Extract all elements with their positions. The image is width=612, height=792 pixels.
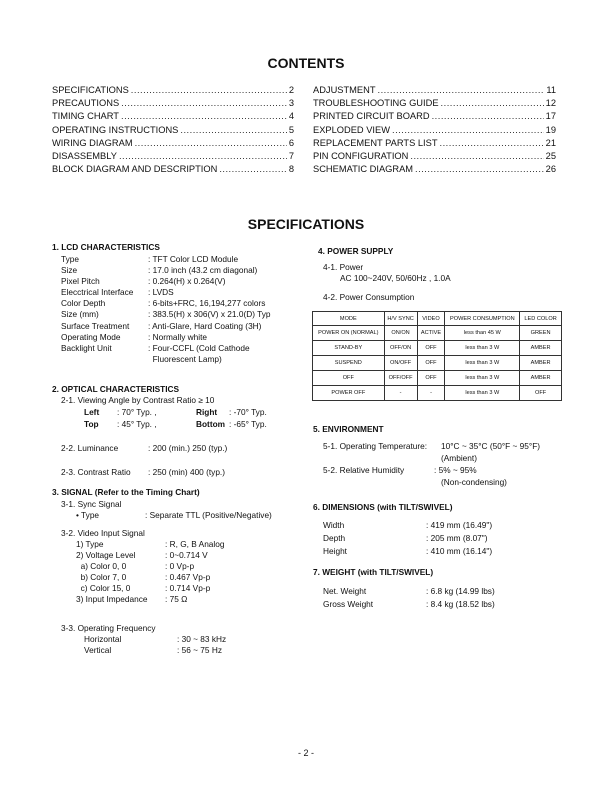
spec-key [61, 354, 148, 365]
sync-type-label: • Type [76, 510, 100, 520]
toc-leader-dots [119, 150, 287, 163]
toc-entry-page: 25 [545, 151, 556, 162]
spec-row [323, 585, 495, 598]
toc-entry-label: SCHEMATIC DIAGRAM [313, 164, 414, 175]
spec-value: : 17.0 inch (43.2 cm diagonal) [148, 265, 258, 276]
top-label: Top [84, 419, 99, 429]
spec-value: : 0.467 Vp-p [165, 572, 211, 583]
toc-left-column [52, 84, 294, 176]
toc-leader-dots [180, 124, 286, 137]
spec-value: : 0.264(H) x 0.264(V) [148, 276, 226, 287]
spec-row [61, 332, 271, 343]
spec-row [61, 298, 271, 309]
toc-leader-dots [441, 97, 544, 110]
spec-key: 1) Type [76, 539, 104, 549]
table-cell: OFF [417, 341, 445, 356]
toc-entry [52, 97, 294, 110]
spec-key: c) Color 15, 0 [76, 583, 131, 594]
table-cell: less than 3 W [445, 371, 520, 386]
toc-leader-dots [432, 110, 544, 123]
spec-value: : 0 Vp-p [165, 561, 195, 572]
toc-entry-label: ADJUSTMENT [313, 85, 376, 95]
table-cell: less than 45 W [445, 326, 520, 341]
table-header-cell: H/V SYNC [384, 312, 417, 326]
spec-row [76, 539, 225, 550]
toc-leader-dots [415, 163, 544, 176]
humidity-note: (Non-condensing) [441, 477, 507, 487]
toc-entry [313, 110, 556, 123]
table-cell: GREEN [520, 326, 562, 341]
toc-entry-page: 26 [545, 164, 556, 175]
toc-entry-page: 21 [545, 137, 556, 148]
spec-key: Backlight Unit [61, 342, 112, 353]
spec-row [76, 561, 225, 572]
spec-key: Color Depth [61, 298, 106, 309]
lcd-characteristics-list [61, 254, 271, 365]
spec-value: : 419 mm (16.49") [426, 520, 493, 530]
table-cell: ON/ON [384, 326, 417, 341]
spec-row [61, 265, 271, 276]
table-cell: ON/OFF [384, 356, 417, 371]
toc-entry-page: 12 [545, 98, 556, 109]
table-row [313, 386, 562, 401]
spec-key: Horizontal [84, 634, 122, 644]
spec-value: : 56 ~ 75 Hz [177, 645, 222, 656]
contrast-label: 2-3. Contrast Ratio [61, 467, 131, 477]
spec-value: : TFT Color LCD Module [148, 254, 239, 264]
toc-entry-page: 3 [288, 98, 294, 109]
left-label: Left [84, 407, 100, 417]
right-label: Right [196, 407, 218, 417]
table-cell: SUSPEND [313, 356, 385, 371]
spec-value: : 410 mm (16.14") [426, 546, 493, 556]
toc-entry [313, 137, 556, 150]
toc-leader-dots [440, 137, 544, 150]
humidity-value: : 5% ~ 95% [434, 465, 477, 475]
table-cell: OFF [313, 371, 385, 386]
viewing-angle-text: 2-1. Viewing Angle by Contrast Ratio ≥ 10 [61, 395, 215, 405]
toc-entry [52, 163, 294, 176]
contents-title: CONTENTS [267, 55, 345, 71]
spec-row [76, 583, 225, 594]
table-cell: AMBER [520, 371, 562, 386]
toc-right-column [313, 84, 556, 176]
spec-key: Surface Treatment [61, 320, 130, 331]
top-value: : 45° Typ. , [117, 419, 157, 429]
spec-key: Size (mm) [61, 309, 99, 320]
toc-entry-label: PRINTED CIRCUIT BOARD [313, 111, 430, 122]
spec-row [76, 594, 225, 605]
spec-key: Type [61, 254, 79, 264]
table-cell: OFF/OFF [384, 371, 417, 386]
toc-entry [313, 163, 556, 176]
temp-label: 5-1. Operating Temperature: [323, 441, 428, 451]
toc-entry-label: SPECIFICATIONS [52, 85, 129, 95]
spec-value: : 75 Ω [165, 594, 188, 605]
spec-value: : 30 ~ 83 kHz [177, 634, 227, 644]
spec-value: : Anti-Glare, Hard Coating (3H) [148, 320, 262, 331]
toc-entry-label: DISASSEMBLY [52, 151, 117, 162]
toc-leader-dots [135, 137, 287, 150]
signal-heading: 3. SIGNAL (Refer to the Timing Chart) [52, 487, 200, 497]
toc-entry [52, 110, 294, 123]
spec-row [323, 532, 492, 545]
contrast-value: : 250 (min) 400 (typ.) [148, 467, 226, 477]
toc-entry-label: TIMING CHART [52, 111, 119, 122]
spec-key: Pixel Pitch [61, 276, 100, 287]
humidity-label: 5-2. Relative Humidity [323, 465, 405, 475]
table-cell: STAND-BY [313, 341, 385, 356]
power-consumption-table [312, 311, 562, 401]
table-cell: OFF [417, 371, 445, 386]
table-header-cell: MODE [313, 312, 385, 326]
toc-entry [313, 124, 556, 137]
temp-value: 10°C ~ 35°C (50°F ~ 95°F) [441, 441, 541, 451]
toc-entry-page: 2 [288, 85, 294, 95]
spec-key: Depth [323, 533, 346, 543]
table-cell: less than 3 W [445, 386, 520, 401]
table-cell: less than 3 W [445, 341, 520, 356]
spec-key: Gross Weight [323, 599, 374, 609]
spec-key: Net. Weight [323, 586, 367, 596]
toc-leader-dots [219, 163, 287, 176]
toc-entry-label: PIN CONFIGURATION [313, 151, 409, 162]
optical-heading: 2. OPTICAL CHARACTERISTICS [52, 384, 180, 394]
toc-leader-dots [378, 84, 545, 97]
toc-entry [313, 97, 556, 110]
power-sub2: 4-2. Power Consumption [323, 292, 415, 302]
spec-key: Width [323, 520, 345, 530]
video-input-list [76, 539, 225, 606]
spec-row [61, 276, 271, 287]
toc-entry-label: TROUBLESHOOTING GUIDE [313, 98, 439, 109]
toc-entry-page: 5 [288, 124, 294, 135]
toc-entry [313, 150, 556, 163]
toc-entry-page: 17 [545, 111, 556, 122]
bottom-value: : -65° Typ. [229, 419, 267, 429]
spec-key: 2) Voltage Level [76, 550, 136, 561]
spec-value: : 6-bits+FRC, 16,194,277 colors [148, 298, 266, 309]
spec-value: Fluorescent Lamp) [148, 353, 222, 364]
right-value: : -70° Typ. [229, 407, 267, 417]
table-cell: OFF [417, 356, 445, 371]
spec-key: Operating Mode [61, 331, 121, 342]
spec-key: a) Color 0, 0 [76, 561, 127, 572]
weight-heading: 7. WEIGHT (with TILT/SWIVEL) [313, 567, 434, 577]
table-row [313, 326, 562, 341]
spec-key: 3) Input Impedance [76, 594, 148, 605]
sync-type-value: : Separate TTL (Positive/Negative) [145, 510, 272, 520]
toc-leader-dots [410, 150, 543, 163]
toc-entry [52, 137, 294, 150]
luminance-label: 2-2. Luminance [61, 443, 119, 453]
power-heading: 4. POWER SUPPLY [318, 246, 394, 256]
toc-entry-page: 4 [288, 111, 294, 122]
spec-value: : 6.8 kg (14.99 lbs) [426, 586, 495, 596]
spec-row [323, 545, 492, 558]
luminance-value: : 200 (min.) 250 (typ.) [148, 443, 228, 453]
temp-note: (Ambient) [441, 453, 477, 463]
sync-title: 3-1. Sync Signal [61, 499, 122, 509]
dimensions-list [323, 519, 492, 558]
toc-leader-dots [392, 124, 544, 137]
spec-key: Height [323, 546, 347, 556]
lcd-heading: 1. LCD CHARACTERISTICS [52, 242, 160, 252]
table-cell: - [384, 386, 417, 401]
spec-row [323, 519, 492, 532]
spec-row [84, 634, 226, 645]
table-header-cell: LED COLOR [520, 312, 562, 326]
spec-row [61, 254, 271, 265]
dimensions-heading: 6. DIMENSIONS (with TILT/SWIVEL) [313, 502, 453, 512]
spec-row [61, 343, 271, 354]
spec-row [61, 321, 271, 332]
toc-leader-dots [121, 110, 287, 123]
spec-row [61, 309, 271, 320]
power-sub1: 4-1. Power [323, 262, 364, 272]
spec-value: : R, G, B Analog [165, 539, 225, 549]
spec-value: : 205 mm (8.07") [426, 533, 488, 543]
toc-entry-label: BLOCK DIAGRAM AND DESCRIPTION [52, 164, 218, 175]
table-row [313, 371, 562, 386]
spec-value: : Four-CCFL (Cold Cathode [148, 342, 250, 353]
toc-entry [52, 124, 294, 137]
spec-row [61, 287, 271, 298]
toc-entry [52, 84, 294, 97]
toc-entry-label: OPERATING INSTRUCTIONS [52, 124, 179, 135]
environment-heading: 5. ENVIRONMENT [313, 424, 384, 434]
spec-row [323, 598, 495, 611]
table-cell: AMBER [520, 341, 562, 356]
spec-row [84, 645, 226, 656]
table-cell: - [417, 386, 445, 401]
toc-leader-dots [121, 97, 287, 110]
toc-entry-page: 19 [545, 124, 556, 135]
left-value: : 70° Typ. , [117, 407, 157, 417]
table-cell: POWER OFF [313, 386, 385, 401]
toc-leader-dots [131, 84, 287, 97]
toc-entry-label: PRECAUTIONS [52, 98, 120, 109]
spec-key: Elecctrical Interface [61, 287, 134, 298]
weight-list [323, 585, 495, 611]
specifications-title: SPECIFICATIONS [247, 216, 365, 232]
table-cell: OFF [520, 386, 562, 401]
video-title: 3-2. Video Input Signal [61, 528, 145, 538]
spec-value: : Normally white [148, 331, 208, 342]
frequency-list [84, 634, 226, 656]
spec-value: : 8.4 kg (18.52 lbs) [426, 599, 495, 609]
spec-key: Size [61, 265, 78, 276]
toc-entry-page: 8 [288, 164, 294, 175]
spec-row [76, 550, 225, 561]
spec-key: b) Color 7, 0 [76, 572, 127, 583]
spec-value: : 0.714 Vp-p [165, 583, 211, 594]
toc-entry [52, 150, 294, 163]
freq-title: 3-3. Operating Frequency [61, 623, 156, 633]
table-row [313, 341, 562, 356]
toc-entry [313, 84, 556, 97]
bottom-label: Bottom [196, 419, 226, 429]
spec-row [61, 354, 271, 365]
table-cell: less than 3 W [445, 356, 520, 371]
toc-entry-label: REPLACEMENT PARTS LIST [313, 137, 438, 148]
spec-value: : 383.5(H) x 306(V) x 21.0(D) Typ [148, 309, 271, 320]
table-cell: ACTIVE [417, 326, 445, 341]
page-number: - 2 - [297, 748, 314, 758]
table-cell: POWER ON (NORMAL) [313, 326, 385, 341]
table-cell: AMBER [520, 356, 562, 371]
table-header-cell: POWER CONSUMPTION [445, 312, 520, 326]
table-cell: OFF/ON [384, 341, 417, 356]
toc-entry-label: EXPLODED VIEW [313, 124, 390, 135]
toc-entry-page: 11 [546, 85, 556, 95]
spec-row [76, 572, 225, 583]
spec-value: : 0~0.714 V [165, 550, 208, 561]
toc-entry-page: 6 [288, 137, 294, 148]
table-header-cell: VIDEO [417, 312, 445, 326]
spec-value: : LVDS [148, 287, 174, 298]
table-row [313, 356, 562, 371]
toc-entry-label: WIRING DIAGRAM [52, 137, 133, 148]
power-value: AC 100~240V, 50/60Hz , 1.0A [340, 273, 451, 283]
toc-entry-page: 7 [288, 151, 294, 162]
spec-key: Vertical [84, 645, 112, 656]
